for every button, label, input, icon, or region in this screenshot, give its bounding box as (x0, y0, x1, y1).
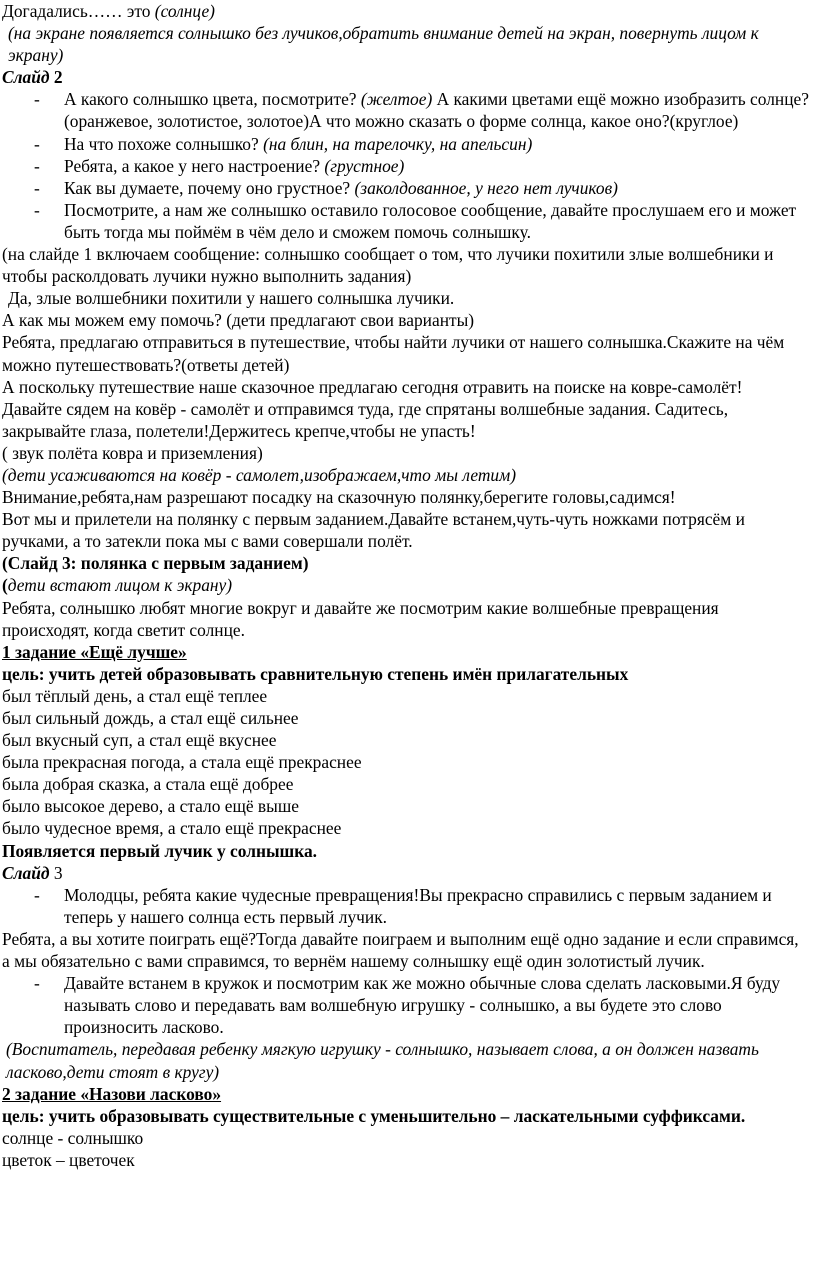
list-item: - Как вы думаете, почему оно грустное? (заколдованное, у него нет лучиков) (2, 177, 810, 199)
stage-direction: (Воспитатель, передавая ребенку мягкую игрушку - солнышко, называет слова, а он должен назвать ласково,дети стоят в кругу) (6, 1039, 759, 1082)
paragraph: (на слайде 1 включаем сообщение: солнышко сообщает о том, что лучики похитили злые волшебники и чтобы расколдовать лучики нужно выполнить задания) (2, 244, 774, 287)
task-line: было чудесное время, а стало ещё прекраснее (2, 818, 342, 839)
list-item: - Ребята, а какое у него настроение? (грустное) (2, 155, 810, 177)
paragraph: А поскольку путешествие наше сказочное предлагаю сегодня отравить на поиске на ковре-самолёт! (2, 376, 743, 397)
task-1-goal: цель: учить детей образовывать сравнительную степень имён прилагательных (2, 663, 629, 684)
paragraph: ( звук полёта ковра и приземления) (2, 442, 263, 463)
task-1-title: 1 задание «Ещё лучше» (2, 641, 187, 662)
intro-line: Догадались…… это (солнце) (2, 1, 215, 21)
task-line: был вкусный суп, а стал ещё вкуснее (2, 730, 277, 751)
task-2-goal: цель: учить образовывать существительные с уменьшительно – ласкательными суффиксами. (2, 1105, 746, 1126)
paragraph: Вот мы и прилетели на полянку с первым заданием.Давайте встанем,чуть-чуть ножками потрясём и ручками, а то затекли пока мы с вами совершали полёт. (2, 509, 745, 552)
task-line: солнце - солнышко (2, 1127, 144, 1148)
slide-3-note: (Слайд 3: полянка с первым заданием) (2, 553, 309, 574)
task-line: была добрая сказка, а стала ещё добрее (2, 774, 294, 795)
task-line: был сильный дождь, а стал ещё сильнее (2, 708, 299, 728)
paragraph: Давайте сядем на ковёр - самолёт и отправимся туда, где спрятаны волшебные задания. Садитесь, закрывайте глаза, полетели!Держитесь крепче,чтобы не упасть! (2, 398, 729, 441)
paragraph: Ребята, а вы хотите поиграть ещё?Тогда давайте поиграем и выполним ещё одно задание и если справимся, а мы обязательно с вами справимся, то вернём нашему солнышку ещё один золотистый лучик. (2, 928, 799, 972)
task-line: было высокое дерево, а стало ещё выше (2, 796, 299, 817)
paragraph: Ребята, солнышко любят многие вокруг и давайте же посмотрим какие волшебные превращения происходят, когда светит солнце. (2, 597, 719, 640)
task-line: была прекрасная погода, а стала ещё прекраснее (2, 752, 362, 773)
paragraph: Да, злые волшебники похитили у нашего солнышка лучики. (8, 288, 455, 309)
task-2-title: 2 задание «Назови ласково» (2, 1083, 222, 1104)
list-item: - А какого солнышко цвета, посмотрите? (желтое) А какими цветами ещё можно изобразить солнце?(оранжевое, золотистое, золотое)А что можно сказать о форме солнца, какое оно?(круглое) (2, 88, 810, 132)
paragraph: А как мы можем ему помочь? (дети предлагают свои варианты) (2, 310, 475, 331)
task-line: цветок – цветочек (2, 1149, 135, 1170)
paragraph: Ребята, предлагаю отправиться в путешествие, чтобы найти лучики от нашего солнышка.Скажите на чём можно путешествовать?(ответы детей) (2, 332, 785, 375)
stage-direction: (дети усаживаются на ковёр - самолет,изображаем,что мы летим) (2, 464, 516, 485)
first-ray-note: Появляется первый лучик у солнышка. (2, 840, 318, 861)
stage-direction: (на экране появляется солнышко без лучиков,обратить внимание детей на экран, повернуть лицом к экрану) (8, 23, 759, 66)
paragraph: Внимание,ребята,нам разрешают посадку на сказочную полянку,берегите головы,садимся! (2, 487, 676, 508)
game-list (2, 972, 810, 1038)
slide-3-heading: Слайд 3 (2, 862, 63, 883)
slide-2-heading: Слайд 2 (2, 67, 63, 88)
list-item: - На что похоже солнышко? (на блин, на тарелочку, на апельсин) (2, 133, 810, 155)
task-line: был тёплый день, а стал ещё теплее (2, 685, 268, 706)
stage-direction: (дети встают лицом к экрану) (2, 575, 233, 596)
list-item: - Давайте встанем в кружок и посмотрим как же можно обычные слова сделать ласковыми.Я буду называть слово и передавать вам волшебную игрушку - солнышко, а вы будете это слово произносить ласково. (2, 972, 810, 1038)
slide-2-list (2, 88, 810, 243)
list-item: - Посмотрите, а нам же солнышко оставило голосовое сообщение, давайте прослушаем его и может быть тогда мы поймём в чём дело и сможем помочь солнышку. (2, 199, 810, 243)
list-item: - Молодцы, ребята какие чудесные превращения!Вы прекрасно справились с первым заданием и теперь у нашего солнца есть первый лучик. (2, 884, 810, 928)
slide-3-list (2, 884, 810, 928)
